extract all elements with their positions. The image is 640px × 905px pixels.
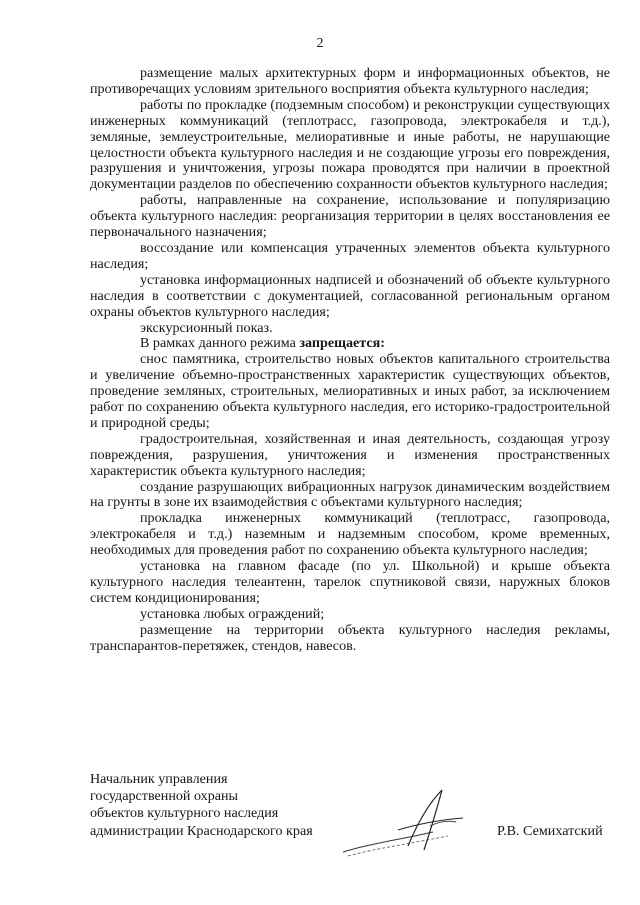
position-line: государственной охраны [90,788,239,805]
paragraph: размещение малых архитектурных форм и информационных объектов, не противоречащих условиям зрительного восприятия объекта культурного наследия; [90,65,610,97]
document-body [90,66,610,655]
position-line: Начальник управления [90,771,228,787]
paragraph: работы по прокладке (подземным способом) и реконструкции существующих инженерных коммуникаций (теплотрасс, газопровода, электрокабеля и т.д.), земляные, землеустроительные, мелиоративные и иные работы, не нарушающие целостности объекта культурного наследия и не создающие угрозы его повреждения, разрушения и уничтожения, угрозы пожара проводятся при наличии в проектной документации разделов по обеспечению сохранности объектов культурного наследия; [90,96,610,193]
paragraph: снос памятника, строительство новых объектов капитального строительства и увеличение объемно-пространственных характеристик существующих объектов, проведение земляных, строительных, мелиоративных и иных работ, за исключением работ по сохранению объекта культурного наследия, его историко-градостроительной и природной среды; [90,351,610,431]
paragraph: работы, направленные на сохранение, использование и популяризацию объекта культурного наследия: реорганизация территории в целях восстановления ее первоначального назначения; [90,192,610,241]
paragraph: градостроительная, хозяйственная и иная деятельность, создающая угрозу повреждения, разрушения, уничтожения и изменения пространственных характеристик объекта культурного наследия; [90,430,610,479]
position-line: администрации Краснодарского края [90,822,313,839]
paragraph: прокладка инженерных коммуникаций (теплотрасс, газопровода, электрокабеля и т.д.) наземным и надземным способом, кроме временных, необходимых для проведения работ по сохранению объекта культурного наследия; [90,510,610,559]
paragraph: создание разрушающих вибрационных нагрузок динамическим воздействием на грунты в зоне их взаимодействия с объектами культурного наследия; [90,478,610,511]
paragraph: установка информационных надписей и обозначений об объекте культурного наследия в соответствии с документацией, согласованной региональным органом охраны объектов культурного наследия; [90,271,610,320]
page-number: 2 [316,36,324,51]
handwritten-signature [338,782,478,862]
signatory-name: Р.В. Семихатский [497,823,603,839]
prohibition-heading-bold: запрещается: [299,335,385,352]
paragraph: воссоздание или компенсация утраченных элементов объекта культурного наследия; [90,239,610,272]
paragraph: установка любых ограждений; [140,605,325,622]
paragraph: установка на главном фасаде (по ул. Школьной) и крыше объекта культурного наследия телеантенн, тарелок спутниковой связи, наружных блоков систем кондиционирования; [90,558,610,606]
prohibition-heading-text: В рамках данного режима [140,335,300,352]
position-line: объектов культурного наследия [90,805,279,822]
paragraph: размещение на территории объекта культурного наследия рекламы, транспарантов-перетяжек, стендов, навесов. [90,621,610,654]
signatory-position [90,771,313,840]
prohibition-heading [90,336,610,352]
paragraph: экскурсионный показ. [140,319,273,336]
